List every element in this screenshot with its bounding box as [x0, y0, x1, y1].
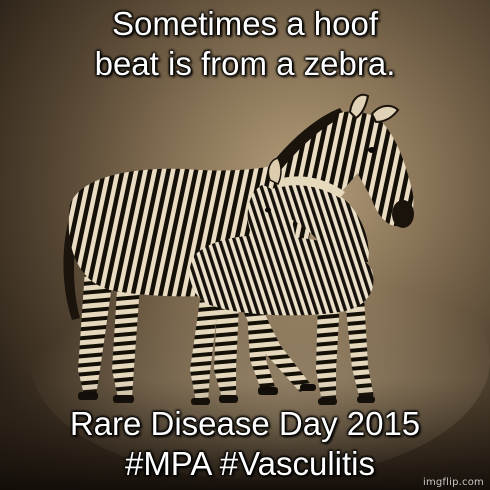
imgflip-watermark: imgflip.com — [422, 477, 484, 488]
bottom-caption — [0, 404, 490, 484]
top-caption-line-2: beat is from a zebra. — [94, 45, 396, 82]
top-caption — [0, 4, 490, 84]
bottom-caption-line-2: #MPA #Vasculitis — [124, 445, 376, 482]
bottom-caption-line-1: Rare Disease Day 2015 — [69, 405, 421, 442]
top-caption-line-1: Sometimes a hoof — [112, 5, 378, 42]
